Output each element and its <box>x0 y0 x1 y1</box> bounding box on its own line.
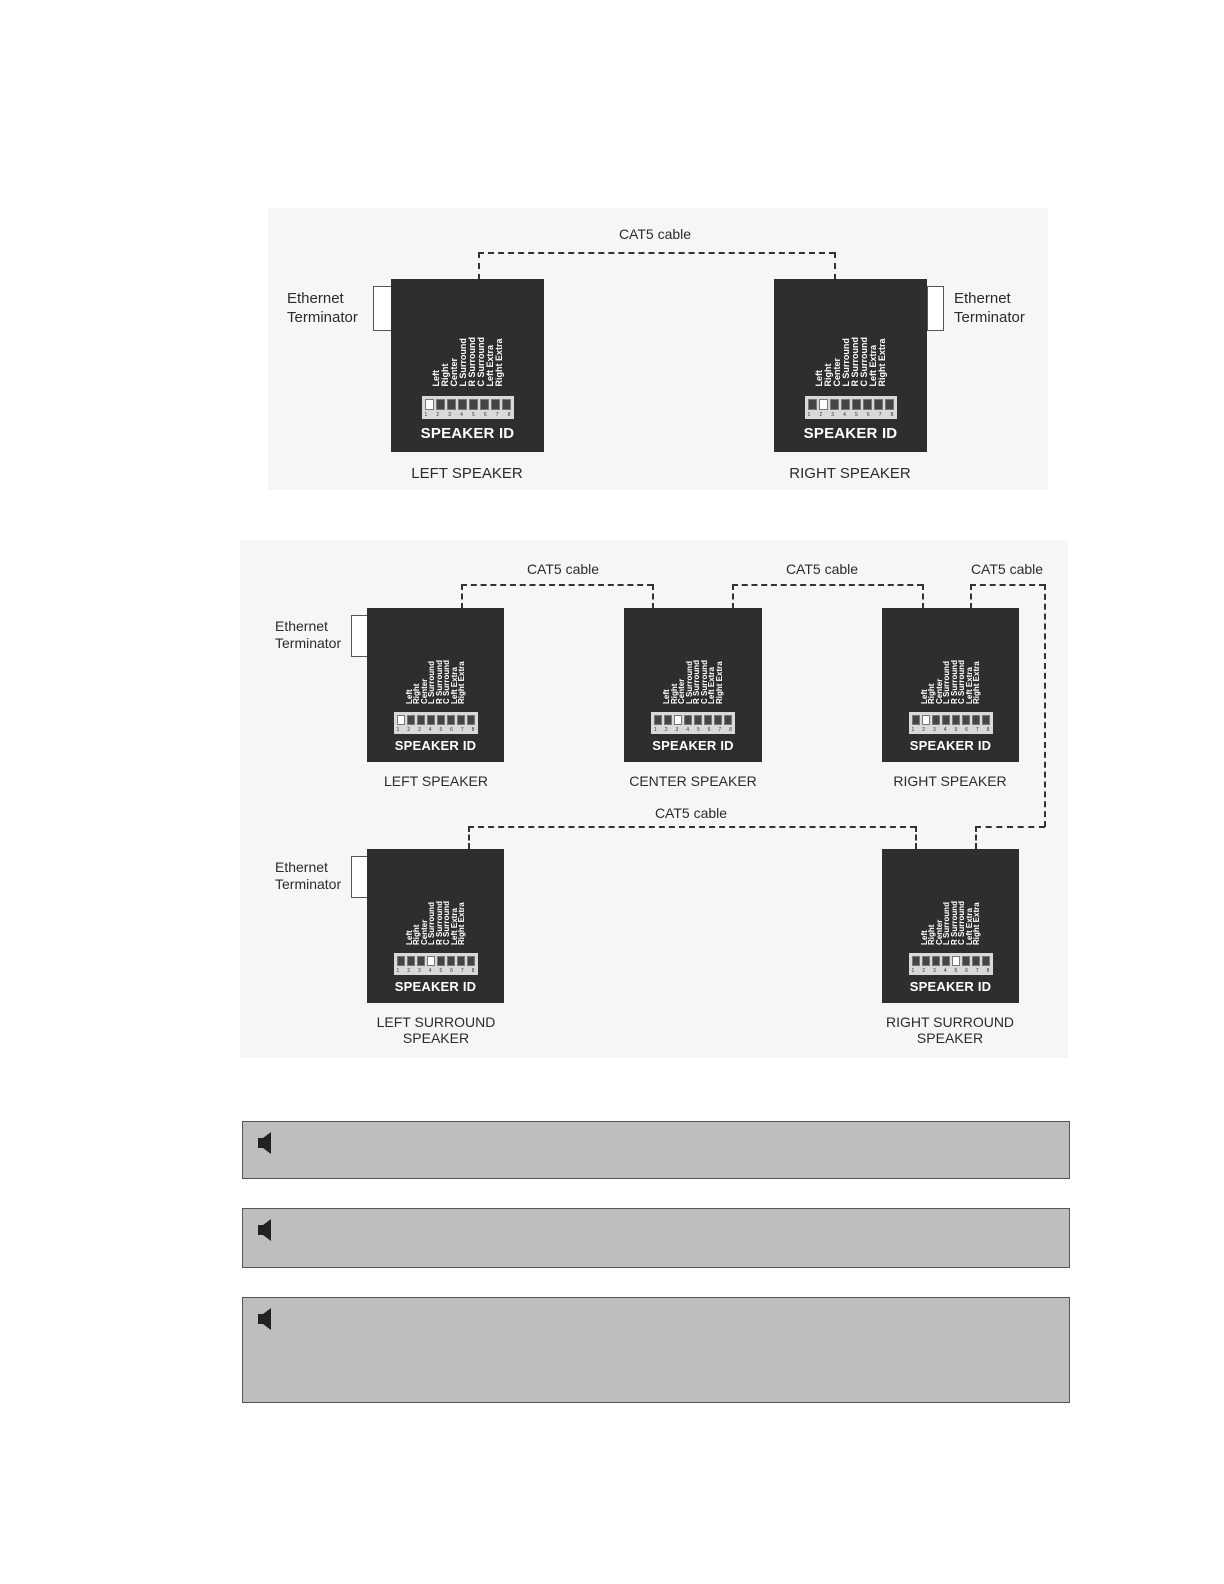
dip-switch <box>457 715 465 725</box>
speaker-position-label: C Surround <box>957 901 966 945</box>
dip-switch <box>932 956 940 966</box>
speaker-box <box>882 849 1019 1003</box>
dip-switch-number: 4 <box>843 412 846 418</box>
speaker-name: LEFT SPEAKER <box>411 465 523 482</box>
dip-switch-numbers <box>397 968 475 974</box>
cat5-cable <box>732 584 923 586</box>
dip-switch <box>397 715 405 725</box>
speaker-position-label: C Surround <box>957 660 966 704</box>
speaker-position-label: R Surround <box>466 336 477 386</box>
speaker-id-label: SPEAKER ID <box>652 738 734 753</box>
speaker-name: CENTER SPEAKER <box>629 773 757 789</box>
speaker-name: RIGHT SURROUND SPEAKER <box>885 1014 1015 1047</box>
dip-switch <box>912 956 920 966</box>
dip-switch <box>447 715 455 725</box>
speaker-id-label: SPEAKER ID <box>803 425 898 442</box>
dip-switch-number: 3 <box>417 968 421 974</box>
speaker-position-label: Right Extra <box>457 902 466 945</box>
dip-switch-number: 2 <box>664 727 668 733</box>
speaker-position-label: Center <box>419 919 429 945</box>
speaker-position-label: L Surround <box>942 902 951 945</box>
diagram-two-speaker <box>268 208 1048 490</box>
speaker-position-label: Right Extra <box>972 902 981 945</box>
speaker-position-label: C Surround <box>442 660 451 704</box>
dip-switch-number: 5 <box>954 727 958 733</box>
dip-switch <box>982 715 990 725</box>
dip-switch <box>664 715 672 725</box>
speaker-position-label: L Surround <box>457 337 468 386</box>
dip-switch <box>830 399 839 410</box>
dip-switch <box>942 956 950 966</box>
dip-switch <box>467 715 475 725</box>
speaker-position-label: Right Extra <box>876 337 887 386</box>
dip-switch-number: 7 <box>718 727 722 733</box>
dip-switch <box>972 715 980 725</box>
dip-switch-bank <box>909 953 993 975</box>
speaker-position-label: C Surround <box>442 901 451 945</box>
cat5-cable <box>732 584 734 609</box>
speaker-position-list <box>663 660 723 704</box>
ethernet-terminator-label: Ethernet Terminator <box>275 618 342 651</box>
cat5-cable <box>975 826 977 849</box>
dip-switch <box>447 399 456 410</box>
dip-switch-number: 1 <box>807 412 811 418</box>
dip-switch-number: 2 <box>407 968 411 974</box>
dip-switch-number: 4 <box>943 727 947 733</box>
speaker-name: LEFT SPEAKER <box>383 773 489 789</box>
dip-switch <box>407 956 415 966</box>
speaker-position-label: C Surround <box>699 660 709 704</box>
dip-switch <box>407 715 415 725</box>
dip-switch-number: 8 <box>986 968 990 974</box>
speaker-position-list <box>406 901 466 945</box>
speaker-position-label: Center <box>934 678 944 704</box>
speaker-note-icon <box>257 1217 273 1243</box>
dip-switch <box>502 399 511 410</box>
dip-switch-number: 8 <box>471 727 475 733</box>
dip-switch <box>962 715 970 725</box>
dip-switch-number: 5 <box>439 727 443 733</box>
dip-switch <box>932 715 940 725</box>
dip-switch <box>436 399 445 410</box>
cat5-cable <box>970 584 1045 586</box>
speaker-name: LEFT SURROUND SPEAKER <box>376 1014 496 1047</box>
speaker-position-label: Right <box>412 924 421 945</box>
dip-switch <box>724 715 732 725</box>
cat5-cable <box>970 584 972 609</box>
ethernet-terminator <box>927 286 944 331</box>
dip-switch-number: 5 <box>855 412 858 418</box>
dip-switch-bank <box>394 712 478 734</box>
speaker-position-list <box>921 660 981 704</box>
cat5-cable <box>915 826 917 849</box>
note-box <box>242 1121 1070 1179</box>
speaker-position-label: Center <box>934 919 944 945</box>
speaker-position-label: Right <box>669 683 679 704</box>
speaker-position-label: Right <box>412 683 421 704</box>
dip-switch-numbers <box>654 727 732 733</box>
speaker-position-label: R Surround <box>692 660 701 704</box>
speaker-position-label: Left <box>919 689 929 704</box>
dip-switch-number: 3 <box>932 968 936 974</box>
dip-switch <box>852 399 861 410</box>
speaker-position-label: Left Extra <box>449 908 459 945</box>
speaker-position-list <box>432 337 504 387</box>
speaker-box <box>367 849 504 1003</box>
speaker-position-list <box>815 337 887 387</box>
speaker-position-label: Left Extra <box>867 344 878 386</box>
dip-switch-number: 8 <box>986 727 990 733</box>
dip-switch <box>469 399 478 410</box>
dip-switch-number: 2 <box>819 412 823 418</box>
dip-switch-bank <box>422 396 514 419</box>
cable-label: CAT5 cable <box>654 805 728 821</box>
dip-switch <box>397 956 405 966</box>
cat5-cable <box>468 826 470 849</box>
dip-switch-number: 6 <box>965 968 968 974</box>
cat5-cable <box>922 584 924 609</box>
speaker-position-label: R Surround <box>949 660 959 704</box>
speaker-position-label: Right <box>927 924 936 945</box>
speaker-position-label: Right <box>822 363 833 386</box>
dip-switch-number: 4 <box>428 968 432 974</box>
speaker-position-label: Left <box>662 689 671 704</box>
dip-switch <box>437 956 445 966</box>
dip-switch-number: 6 <box>450 727 453 733</box>
dip-switch-number: 8 <box>729 727 732 733</box>
speaker-box <box>624 608 762 762</box>
dip-switch-number: 2 <box>922 727 926 733</box>
dip-switch <box>962 956 970 966</box>
dip-switch <box>654 715 662 725</box>
dip-switch <box>684 715 692 725</box>
speaker-position-label: R Surround <box>434 660 444 704</box>
speaker-position-label: Center <box>831 357 842 386</box>
speaker-position-label: Left Extra <box>964 667 974 704</box>
speaker-position-label: Left <box>430 369 441 386</box>
dip-switch-number: 8 <box>507 412 511 418</box>
dip-switch <box>674 715 682 725</box>
dip-switch-number: 1 <box>424 412 428 418</box>
ethernet-terminator-label: Ethernet Terminator <box>287 290 358 326</box>
dip-switch-number: 5 <box>439 968 443 974</box>
dip-switch-bank <box>394 953 478 975</box>
dip-switch-bank <box>651 712 735 734</box>
cat5-cable <box>461 584 463 609</box>
dip-switch-number: 1 <box>911 968 915 974</box>
speaker-position-label: L Surround <box>427 902 436 945</box>
cable-label: CAT5 cable <box>785 561 859 577</box>
speaker-position-label: L Surround <box>427 661 436 704</box>
dip-switch-bank <box>805 396 897 419</box>
dip-switch-number: 6 <box>866 412 870 418</box>
cable-label: CAT5 cable <box>970 561 1044 577</box>
dip-switch-number: 1 <box>654 727 657 733</box>
dip-switch-number: 7 <box>495 412 499 418</box>
speaker-box <box>882 608 1019 762</box>
dip-switch-number: 8 <box>890 412 894 418</box>
speaker-note-icon <box>257 1306 273 1332</box>
dip-switch <box>467 956 475 966</box>
dip-switch <box>952 715 960 725</box>
speaker-position-list <box>921 901 981 945</box>
cable-label: CAT5 cable <box>618 226 692 242</box>
dip-switch <box>922 715 930 725</box>
dip-switch-number: 2 <box>407 727 411 733</box>
dip-switch <box>427 715 435 725</box>
cat5-cable <box>468 826 916 828</box>
speaker-note-icon <box>257 1130 273 1156</box>
speaker-name: RIGHT SPEAKER <box>789 465 911 482</box>
cat5-cable <box>975 826 1045 828</box>
speaker-position-label: C Surround <box>858 336 869 386</box>
cat5-cable <box>478 252 480 280</box>
dip-switch <box>808 399 817 410</box>
dip-switch <box>437 715 445 725</box>
ethernet-terminator <box>373 286 393 331</box>
speaker-position-label: Left Extra <box>964 908 974 945</box>
dip-switch-number: 7 <box>975 968 979 974</box>
speaker-id-label: SPEAKER ID <box>394 738 477 753</box>
dip-switch <box>457 956 465 966</box>
speaker-box <box>391 279 544 452</box>
dip-switch-number: 1 <box>396 968 400 974</box>
dip-switch <box>447 956 455 966</box>
dip-switch <box>427 956 435 966</box>
dip-switch-number: 8 <box>471 968 475 974</box>
dip-switch-number: 3 <box>448 412 452 418</box>
speaker-position-label: L Surround <box>684 661 694 704</box>
speaker-position-label: Left Extra <box>449 667 459 704</box>
speaker-position-label: Left <box>404 930 414 945</box>
speaker-id-label: SPEAKER ID <box>394 979 477 994</box>
dip-switch <box>694 715 702 725</box>
dip-switch <box>491 399 500 410</box>
speaker-position-label: R Surround <box>849 336 860 386</box>
speaker-position-label: Right Extra <box>972 661 981 704</box>
dip-switch <box>972 956 980 966</box>
speaker-position-label: L Surround <box>942 661 951 704</box>
dip-switch <box>425 399 434 410</box>
dip-switch <box>982 956 990 966</box>
dip-switch <box>942 715 950 725</box>
speaker-id-label: SPEAKER ID <box>909 979 992 994</box>
speaker-position-label: Left <box>404 689 414 704</box>
dip-switch-numbers <box>808 412 894 418</box>
dip-switch <box>458 399 467 410</box>
dip-switch-number: 2 <box>436 412 440 418</box>
dip-switch-numbers <box>397 727 475 733</box>
dip-switch-number: 3 <box>675 727 679 733</box>
dip-switch-number: 5 <box>954 968 958 974</box>
speaker-position-label: Right Extra <box>714 661 724 704</box>
dip-switch <box>863 399 872 410</box>
speaker-position-label: R Surround <box>434 901 444 945</box>
dip-switch-number: 6 <box>450 968 453 974</box>
dip-switch <box>714 715 722 725</box>
cat5-cable <box>461 584 653 586</box>
dip-switch <box>704 715 712 725</box>
speaker-id-label: SPEAKER ID <box>909 738 992 753</box>
dip-switch-number: 6 <box>707 727 711 733</box>
speaker-position-label: Left <box>919 930 929 945</box>
speaker-box <box>774 279 927 452</box>
dip-switch <box>922 956 930 966</box>
dip-switch-number: 6 <box>965 727 968 733</box>
dip-switch <box>841 399 850 410</box>
dip-switch <box>952 956 960 966</box>
dip-switch-number: 7 <box>460 727 464 733</box>
dip-switch-number: 4 <box>460 412 463 418</box>
dip-switch-numbers <box>425 412 511 418</box>
cat5-cable <box>478 252 835 254</box>
speaker-position-label: R Surround <box>949 901 959 945</box>
dip-switch-number: 4 <box>943 968 947 974</box>
speaker-box <box>367 608 504 762</box>
speaker-position-label: C Surround <box>475 336 486 386</box>
speaker-name: RIGHT SPEAKER <box>893 773 1007 789</box>
dip-switch <box>912 715 920 725</box>
speaker-position-label: Left Extra <box>707 667 716 704</box>
dip-switch-number: 1 <box>911 727 915 733</box>
dip-switch-numbers <box>912 968 990 974</box>
note-box <box>242 1297 1070 1403</box>
dip-switch <box>819 399 828 410</box>
dip-switch-numbers <box>912 727 990 733</box>
speaker-position-label: L Surround <box>840 337 851 386</box>
dip-switch <box>885 399 894 410</box>
speaker-position-label: Right Extra <box>457 661 466 704</box>
speaker-position-label: Center <box>677 678 686 704</box>
dip-switch-number: 4 <box>428 727 432 733</box>
speaker-position-label: Right Extra <box>493 337 504 386</box>
dip-switch-number: 3 <box>932 727 936 733</box>
dip-switch-number: 5 <box>696 727 700 733</box>
dip-switch-number: 1 <box>396 727 400 733</box>
speaker-position-list <box>406 660 466 704</box>
dip-switch <box>874 399 883 410</box>
ethernet-terminator-label: Ethernet Terminator <box>275 859 342 892</box>
cat5-cable <box>834 252 836 280</box>
dip-switch-number: 3 <box>831 412 835 418</box>
cat5-cable <box>652 584 654 609</box>
cable-label: CAT5 cable <box>526 561 600 577</box>
speaker-position-label: Center <box>419 678 429 704</box>
dip-switch-number: 7 <box>878 412 882 418</box>
speaker-id-label: SPEAKER ID <box>420 425 515 442</box>
dip-switch <box>417 956 425 966</box>
dip-switch-number: 7 <box>460 968 464 974</box>
speaker-position-label: Right <box>927 683 936 704</box>
dip-switch <box>480 399 489 410</box>
ethernet-terminator-label: Ethernet Terminator <box>954 290 1025 326</box>
dip-switch-number: 3 <box>417 727 421 733</box>
dip-switch-number: 2 <box>922 968 926 974</box>
speaker-position-label: Left <box>813 369 824 386</box>
speaker-position-label: Right <box>439 363 450 386</box>
dip-switch-number: 6 <box>483 412 487 418</box>
speaker-position-label: Center <box>448 357 459 386</box>
dip-switch-number: 5 <box>472 412 475 418</box>
speaker-position-label: Left Extra <box>484 344 495 386</box>
dip-switch-bank <box>909 712 993 734</box>
note-box <box>242 1208 1070 1268</box>
dip-switch-number: 7 <box>975 727 979 733</box>
dip-switch-number: 4 <box>686 727 689 733</box>
dip-switch <box>417 715 425 725</box>
cat5-cable <box>1044 584 1046 827</box>
